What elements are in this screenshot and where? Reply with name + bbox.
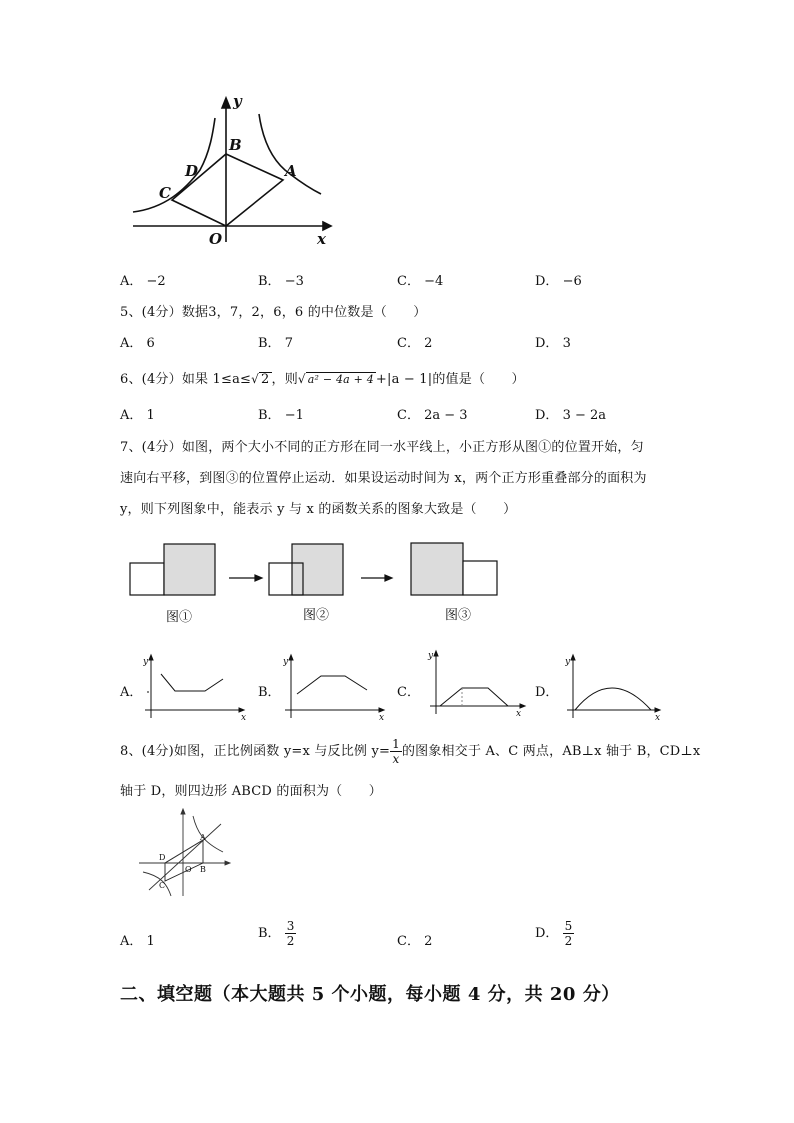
q7-fig3-small-square bbox=[463, 561, 497, 595]
q6-options bbox=[120, 404, 680, 424]
svg-text:y: y bbox=[283, 657, 289, 667]
q6-sqrt2: 2 bbox=[261, 372, 270, 387]
q5-stem: 5、(4分）数据3，7，2，6，6 的中位数是（ ） bbox=[120, 305, 427, 320]
q7-graph-c[interactable] bbox=[426, 648, 536, 720]
q4-hyperbola-right bbox=[259, 114, 321, 194]
q6-option-a[interactable]: A． 1 bbox=[120, 408, 155, 423]
q6-stem: 6、(4分）如果 1≤a≤√ 2 ，则√ a² − 4a + 4 +|a − 1|的值是（ ） bbox=[120, 372, 525, 387]
svg-text:y: y bbox=[565, 657, 571, 667]
svg-text:B: B bbox=[200, 865, 206, 874]
q7-stem-line2: 速向右平移，到图③的位置停止运动．如果设运动时间为 x，两个正方形重叠部分的面积为 bbox=[120, 471, 647, 486]
q7-caption-1: 图① bbox=[166, 610, 193, 625]
q4-y-arrow bbox=[222, 98, 230, 108]
q7-stem-line3: y，则下列图象中，能表示 y 与 x 的函数关系的图象大致是（ ） bbox=[120, 502, 517, 517]
q4-label-c: C bbox=[159, 184, 171, 202]
q5-option-b[interactable]: B． 7 bbox=[258, 336, 293, 351]
q6-option-d[interactable]: D． 3 − 2a bbox=[535, 408, 607, 423]
svg-text:x: x bbox=[655, 713, 661, 723]
q5-option-c[interactable]: C． 2 bbox=[397, 336, 433, 351]
q7-graph-c-line bbox=[440, 688, 508, 706]
q8-figure bbox=[135, 808, 235, 898]
q4-option-b[interactable]: B． −3 bbox=[258, 274, 304, 289]
q5-options bbox=[120, 332, 680, 352]
q4-option-c[interactable]: C． −4 bbox=[397, 274, 444, 289]
q4-x-arrow bbox=[323, 222, 331, 230]
q7-stem-line1: 7、(4分）如图，两个大小不同的正方形在同一水平线上，小正方形从图①的位置开始，匀 bbox=[120, 440, 644, 455]
q5-option-a[interactable]: A． 6 bbox=[120, 336, 155, 351]
q8-stem-line1: 8、(4分)如图，正比例函数 y=x 与反比例 y= $\frac{1}{x}$ 的图象相交于 A、C 两点，AB⊥x 轴于 B，CD⊥x bbox=[120, 737, 701, 766]
q8-option-b[interactable]: B． $\frac{3}{2}$ bbox=[258, 919, 295, 948]
q7-graph-b-line bbox=[297, 676, 367, 694]
q7-graph-a[interactable] bbox=[143, 652, 253, 724]
q8-hyperbola-left bbox=[143, 872, 171, 896]
q4-label-a: A bbox=[285, 162, 297, 180]
q5-option-d[interactable]: D． 3 bbox=[535, 336, 571, 351]
q7-option-b-letter[interactable]: B． bbox=[258, 685, 281, 700]
q4-options bbox=[120, 270, 680, 290]
q7-graph-d[interactable] bbox=[565, 652, 675, 724]
q7-caption-2: 图② bbox=[303, 608, 330, 623]
q7-caption-3: 图③ bbox=[445, 608, 472, 623]
q7-option-c-letter[interactable]: C． bbox=[397, 685, 420, 700]
section-2-title: 二、填空题（本大题共 5 个小题，每小题 4 分，共 20 分） bbox=[120, 984, 620, 1005]
q7-fig3-large-square bbox=[411, 543, 463, 595]
q4-label-o: O bbox=[209, 230, 223, 248]
q7-fig2-large-square bbox=[292, 544, 343, 595]
svg-text:C: C bbox=[159, 881, 166, 890]
svg-text:x: x bbox=[241, 713, 247, 723]
q7-graph-d-curve bbox=[575, 688, 651, 710]
svg-text:y: y bbox=[428, 651, 434, 661]
q8-hyperbola-right bbox=[193, 816, 223, 852]
q4-label-b: B bbox=[229, 136, 242, 154]
q4-option-d[interactable]: D． −6 bbox=[535, 274, 582, 289]
q8-fraction: $\frac{1}{x}$ bbox=[392, 737, 400, 766]
q4-label-y: y bbox=[233, 92, 242, 110]
q7-option-d-letter[interactable]: D． bbox=[535, 685, 559, 700]
q7-squares-figure bbox=[125, 538, 505, 630]
q7-graph-a-line bbox=[161, 674, 223, 691]
q6-option-c[interactable]: C． 2a − 3 bbox=[397, 408, 468, 423]
svg-text:A: A bbox=[200, 833, 206, 842]
q8-option-d[interactable]: D． $\frac{5}{2}$ bbox=[535, 919, 573, 948]
q8-option-a[interactable]: A． 1 bbox=[120, 934, 155, 949]
q7-option-a-letter[interactable]: A． bbox=[120, 685, 143, 700]
q4-figure bbox=[125, 92, 340, 252]
q8-options bbox=[120, 920, 680, 960]
svg-text:O: O bbox=[185, 865, 192, 874]
q7-graph-b[interactable] bbox=[283, 652, 393, 724]
q8-stem-line2: 轴于 D，则四边形 ABCD 的面积为（ ） bbox=[120, 784, 382, 799]
svg-text:x: x bbox=[379, 713, 385, 723]
q6-option-b[interactable]: B． −1 bbox=[258, 408, 304, 423]
svg-text:x: x bbox=[516, 709, 522, 719]
q4-label-d: D bbox=[185, 162, 199, 180]
q6-radicand: a² − 4a + 4 bbox=[307, 373, 374, 386]
q4-option-a[interactable]: A． −2 bbox=[120, 274, 166, 289]
svg-text:D: D bbox=[159, 853, 166, 862]
q7-fig1-large-square bbox=[164, 544, 215, 595]
q7-fig1-small-square bbox=[130, 563, 164, 595]
svg-text:y: y bbox=[143, 657, 149, 667]
q4-label-x: x bbox=[317, 230, 326, 248]
q8-option-c[interactable]: C． 2 bbox=[397, 934, 433, 949]
